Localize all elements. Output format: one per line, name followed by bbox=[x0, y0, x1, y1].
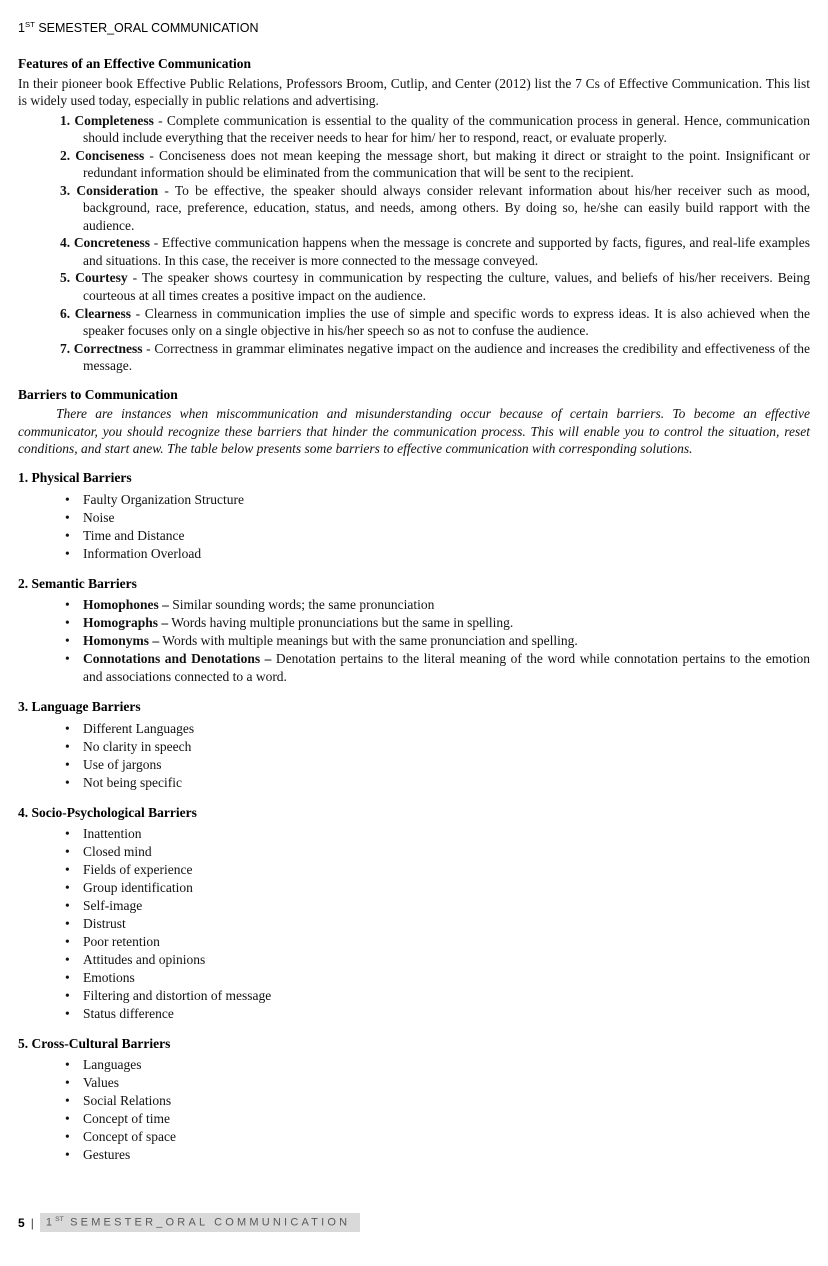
item-number: 5. bbox=[60, 270, 71, 286]
item-text: Words having multiple pronunciations but the same in spelling. bbox=[171, 615, 514, 631]
list-item bbox=[18, 969, 810, 987]
item-number: 3. bbox=[60, 182, 71, 198]
list-item bbox=[18, 897, 810, 915]
footer-page-number: 5 bbox=[18, 1215, 25, 1230]
item-term: Clearness bbox=[74, 305, 131, 321]
item-text: - Complete communication is essential to the quality of the communication process in general. Hence, communication should include everything that the receiver needs to hear for him/ her to respond, react, or evaluate properly. bbox=[83, 112, 811, 146]
item-text: - Clearness in communication implies the use of simple and specific words to express ideas. It is also achieved when the speaker focuses only on a single objective in his/her speech so as not to confuse the audience. bbox=[83, 305, 810, 339]
item-text: Attitudes and opinions bbox=[83, 951, 206, 967]
group-heading: 3. Language Barriers bbox=[18, 699, 141, 715]
bullet-icon: • bbox=[65, 633, 70, 649]
item-term: Homographs – bbox=[83, 615, 169, 631]
bullet-icon: • bbox=[65, 492, 70, 508]
list-item-correctness bbox=[18, 340, 810, 375]
bullet-icon: • bbox=[65, 1093, 70, 1108]
item-text: Faulty Organization Structure bbox=[83, 492, 244, 508]
list-item bbox=[18, 596, 810, 614]
bullet-icon: • bbox=[65, 933, 70, 949]
list-item bbox=[18, 1074, 810, 1092]
group-heading: 4. Socio-Psychological Barriers bbox=[18, 804, 197, 820]
bullet-icon: • bbox=[65, 844, 70, 860]
item-text: - The speaker shows courtesy in communication by respecting the culture, values, and beliefs of his/her receivers. Being courteous at all times creates a positive impact on the audience. bbox=[83, 270, 810, 303]
item-text: Inattention bbox=[83, 826, 142, 842]
footer-superscript: ST bbox=[55, 1216, 64, 1224]
item-text: Different Languages bbox=[83, 720, 195, 736]
item-text: Similar sounding words; the same pronunciation bbox=[172, 597, 435, 613]
item-text: Use of jargons bbox=[83, 756, 162, 772]
list-item bbox=[18, 861, 810, 879]
item-text: Status difference bbox=[83, 1005, 174, 1021]
item-text: - Correctness in grammar eliminates negative impact on the audience and increases the credibility and effectiveness of the message. bbox=[83, 340, 811, 374]
list-item-clearness bbox=[18, 305, 810, 340]
list-item bbox=[18, 545, 810, 563]
bullet-icon: • bbox=[65, 1005, 70, 1021]
list-item bbox=[18, 614, 810, 632]
list-item bbox=[18, 756, 810, 774]
item-text: - Effective communication happens when the message is concrete and supported by facts, figures, and real-life examples and situations. In this case, the receiver is more connected to the message conveyed. bbox=[83, 235, 810, 268]
footer-title-text: SEMESTER_ORAL COMMUNICATION bbox=[63, 1217, 351, 1229]
item-number: 7. bbox=[60, 340, 71, 356]
bullet-icon: • bbox=[65, 1110, 70, 1126]
bullet-icon: • bbox=[65, 879, 70, 895]
item-text: Time and Distance bbox=[83, 527, 185, 543]
barriers-section-title: Barriers to Communication bbox=[18, 386, 178, 402]
bullet-icon: • bbox=[65, 826, 70, 842]
list-item bbox=[18, 720, 810, 738]
header-prefix: 1 bbox=[18, 21, 25, 36]
item-text: - To be effective, the speaker should always consider relevant information about his/her receiver such as mood, background, race, preference, education, status, and needs, among others. By doing so, he/she can easily build rapport with the audience. bbox=[83, 182, 811, 233]
bullet-icon: • bbox=[65, 987, 70, 1003]
item-number: 2. bbox=[60, 147, 71, 163]
list-item bbox=[18, 491, 810, 509]
bullet-icon: • bbox=[65, 509, 70, 525]
item-number: 6. bbox=[60, 305, 71, 321]
list-item bbox=[18, 933, 810, 951]
item-term: Correctness bbox=[73, 340, 143, 356]
barrier-group-semantic bbox=[18, 575, 810, 686]
bullet-icon: • bbox=[65, 597, 70, 613]
bullet-icon: • bbox=[65, 1057, 70, 1073]
item-term: Homonyms – bbox=[83, 633, 160, 649]
features-intro-paragraph: In their pioneer book Effective Public Relations, Professors Broom, Cutlip, and Center (2012) list the 7 Cs of Effective Communication. This list is widely used today, especially in public relations and advertising. bbox=[18, 75, 810, 109]
item-term: Homophones – bbox=[83, 597, 169, 613]
item-text: Concept of time bbox=[83, 1110, 170, 1126]
list-item bbox=[18, 527, 810, 545]
list-item bbox=[18, 843, 810, 861]
footer-prefix: 1 bbox=[45, 1217, 56, 1229]
item-text: Fields of experience bbox=[83, 861, 193, 877]
list-item bbox=[18, 1146, 810, 1164]
barrier-group-physical bbox=[18, 469, 810, 562]
list-item-courtesy bbox=[18, 269, 810, 304]
item-text: Filtering and distortion of message bbox=[83, 987, 272, 1003]
list-item bbox=[18, 1005, 810, 1023]
item-text: Information Overload bbox=[83, 545, 202, 561]
header-title-text: SEMESTER_ORAL COMMUNICATION bbox=[34, 21, 259, 36]
barrier-group-language bbox=[18, 698, 810, 791]
bullet-icon: • bbox=[65, 897, 70, 913]
item-text: Emotions bbox=[83, 969, 135, 985]
barriers-intro-paragraph: There are instances when miscommunication and misunderstanding occur because of certain barriers. To become an effective communicator, you should recognize these barriers that hinder the communication process. This will enable you to control the situation, reset conditions, and start anew. The table below presents some barriers to effective communication with corresponding solutions. bbox=[18, 406, 810, 457]
group-heading: 2. Semantic Barriers bbox=[18, 575, 137, 591]
list-item bbox=[18, 879, 810, 897]
bullet-icon: • bbox=[65, 615, 70, 631]
item-text: Concept of space bbox=[83, 1128, 176, 1144]
list-item bbox=[18, 774, 810, 792]
list-item bbox=[18, 738, 810, 756]
list-item bbox=[18, 915, 810, 933]
bullet-icon: • bbox=[65, 720, 70, 736]
item-text: Gestures bbox=[83, 1146, 131, 1162]
item-text: Values bbox=[83, 1075, 119, 1091]
list-item bbox=[18, 987, 810, 1005]
footer-separator: | bbox=[30, 1215, 34, 1230]
bullet-icon: • bbox=[65, 527, 70, 543]
list-item bbox=[18, 1092, 810, 1110]
list-item bbox=[18, 632, 810, 650]
item-text: - Conciseness does not mean keeping the message short, but making it direct or straight to the point. Insignificant or redundant information should be eliminated from the communication that will be sent to the recipient. bbox=[83, 147, 811, 181]
list-item-conciseness bbox=[18, 147, 810, 182]
list-item bbox=[18, 951, 810, 969]
item-text: Not being specific bbox=[83, 774, 182, 790]
list-item bbox=[18, 650, 810, 686]
barrier-group-socio-psychological bbox=[18, 804, 810, 1023]
item-term: Completeness bbox=[74, 112, 154, 128]
list-item bbox=[18, 509, 810, 527]
bullet-icon: • bbox=[65, 969, 70, 985]
bullet-icon: • bbox=[65, 1075, 70, 1091]
bullet-icon: • bbox=[65, 915, 70, 931]
item-term: Consideration bbox=[76, 182, 159, 198]
item-text: Poor retention bbox=[83, 933, 160, 949]
item-text: Denotation pertains to the literal meaning of the word while connotation pertains to the emotion and associations connected to a word. bbox=[83, 651, 810, 685]
item-term: Courtesy bbox=[75, 270, 128, 286]
group-heading: 5. Cross-Cultural Barriers bbox=[18, 1035, 171, 1051]
item-term: Concreteness bbox=[73, 235, 151, 251]
bullet-icon: • bbox=[65, 774, 70, 790]
item-term: Connotations and Denotations – bbox=[83, 651, 272, 667]
item-text: Words with multiple meanings but with the same pronunciation and spelling. bbox=[162, 633, 578, 649]
bullet-icon: • bbox=[65, 1128, 70, 1144]
list-item bbox=[18, 1056, 810, 1074]
bullet-icon: • bbox=[65, 756, 70, 772]
bullet-icon: • bbox=[65, 545, 70, 561]
item-text: Languages bbox=[83, 1057, 142, 1073]
features-section-title: Features of an Effective Communication bbox=[18, 56, 251, 72]
item-text: Closed mind bbox=[83, 844, 152, 860]
barrier-group-cross-cultural bbox=[18, 1035, 810, 1164]
item-text: Noise bbox=[83, 509, 115, 525]
item-number: 4. bbox=[60, 235, 71, 251]
header-superscript: ST bbox=[24, 20, 35, 29]
item-number: 1. bbox=[60, 112, 71, 128]
group-heading: 1. Physical Barriers bbox=[18, 470, 132, 486]
page-footer bbox=[18, 1213, 360, 1232]
bullet-icon: • bbox=[65, 861, 70, 877]
bullet-icon: • bbox=[65, 651, 70, 667]
item-text: Self-image bbox=[83, 897, 143, 913]
list-item-consideration bbox=[18, 182, 810, 235]
item-text: No clarity in speech bbox=[83, 738, 192, 754]
item-text: Group identification bbox=[83, 879, 193, 895]
page-header bbox=[18, 20, 810, 35]
item-term: Conciseness bbox=[75, 147, 145, 163]
bullet-icon: • bbox=[65, 951, 70, 967]
footer-title bbox=[40, 1213, 360, 1232]
list-item bbox=[18, 1128, 810, 1146]
seven-cs-list bbox=[18, 112, 810, 375]
bullet-icon: • bbox=[65, 738, 70, 754]
list-item bbox=[18, 1110, 810, 1128]
list-item-completeness bbox=[18, 112, 810, 147]
list-item bbox=[18, 825, 810, 843]
list-item-concreteness bbox=[18, 234, 810, 269]
bullet-icon: • bbox=[65, 1146, 70, 1162]
item-text: Social Relations bbox=[83, 1093, 172, 1108]
item-text: Distrust bbox=[83, 915, 126, 931]
